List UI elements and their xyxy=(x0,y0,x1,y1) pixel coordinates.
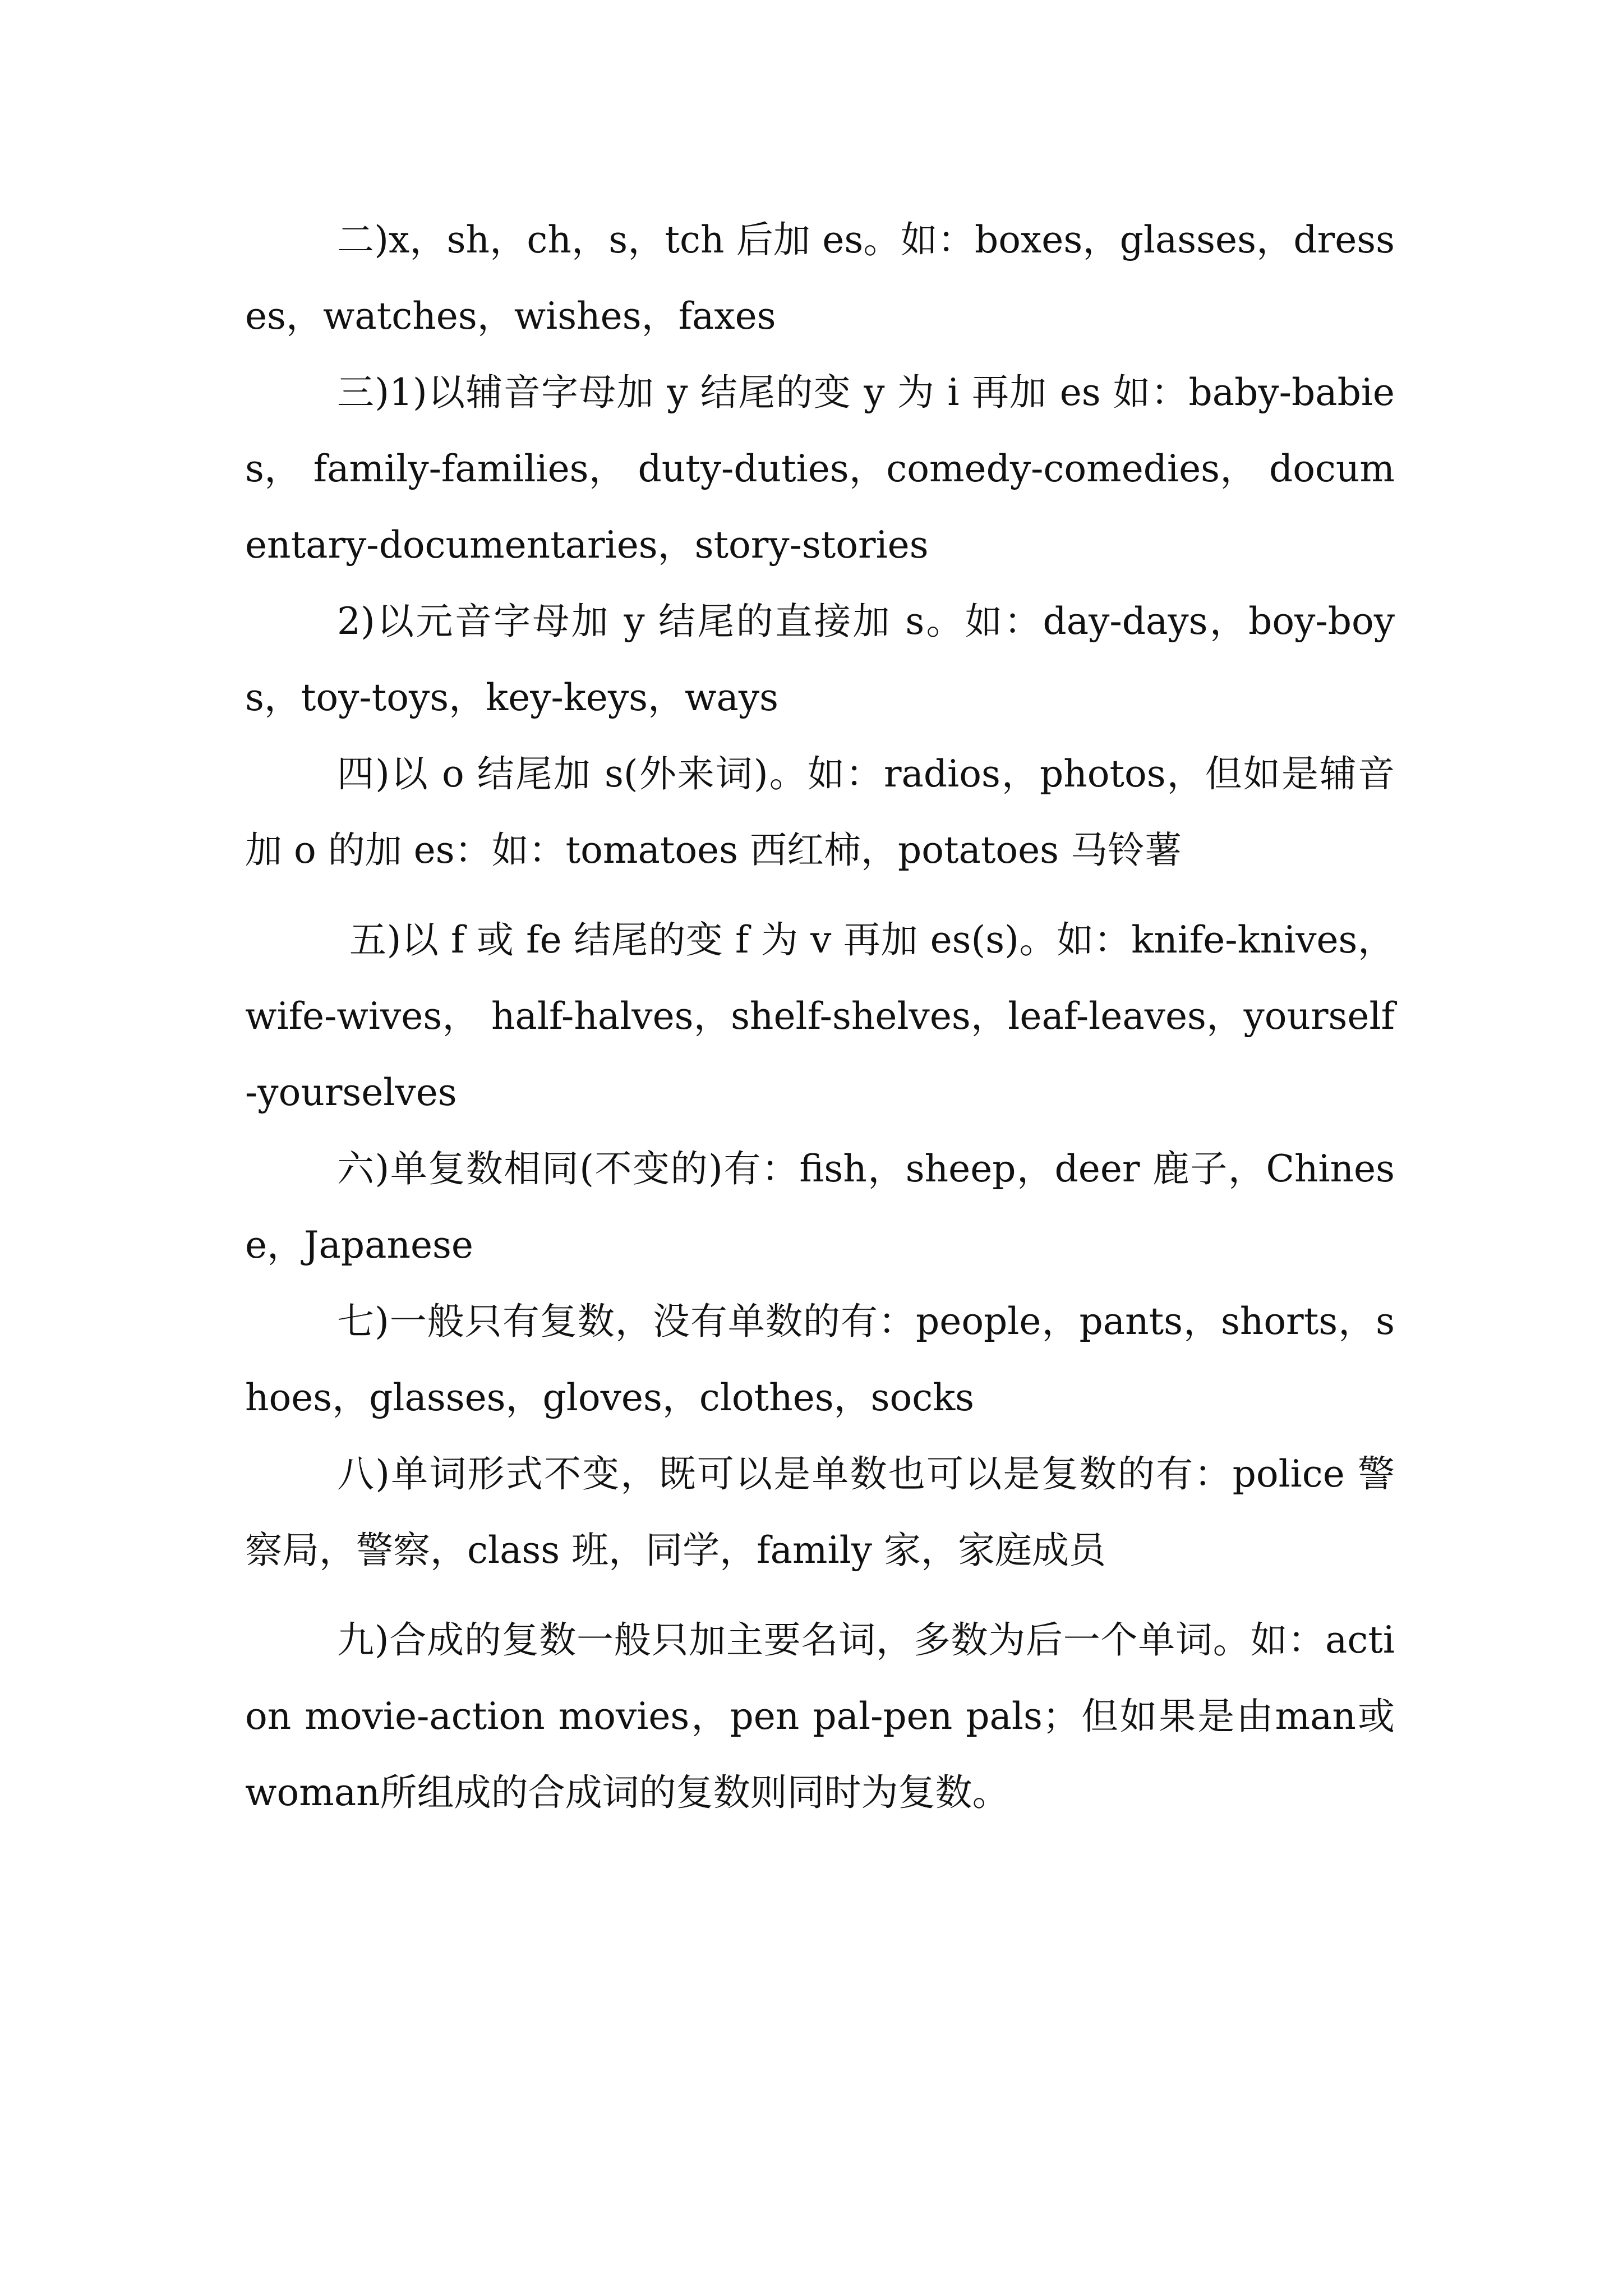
paragraph-rule-5: 五)以 f 或 fe 结尾的变 f 为 v 再加 es(s)。如：knife-knives， wife-wives， half-halves，shelf-shelves，leaf-leaves，yourself-yourselves xyxy=(245,918,1395,1114)
paragraph-rule-7: 七)一般只有复数，没有单数的有：people，pants，shorts，shoes，glasses，gloves，clothes，socks xyxy=(245,1300,1395,1419)
paragraph-rule-3-2: 2)以元音字母加 y 结尾的直接加 s。如：day-days，boy-boys，toy-toys，key-keys，ways xyxy=(245,600,1395,719)
paragraph-rule-9: 九)合成的复数一般只加主要名词，多数为后一个单词。如：action movie-action movies，pen pal-pen pals；但如果是由man或woman所组成的合成词的复数则同时为复数。 xyxy=(245,1618,1395,1814)
document-body xyxy=(245,202,1395,1831)
paragraph-rule-2: 二)x，sh，ch，s，tch 后加 es。如：boxes，glasses，dresses，watches，wishes，faxes xyxy=(245,218,1395,338)
paragraph-rule-8: 八)单词形式不变，既可以是单数也可以是复数的有：police 警察局，警察，class 班，同学，family 家，家庭成员 xyxy=(245,1452,1395,1572)
paragraph-rule-6: 六)单复数相同(不变的)有：fish，sheep，deer 鹿子，Chinese，Japanese xyxy=(245,1147,1395,1267)
paragraph-rule-3-1: 三)1)以辅音字母加 y 结尾的变 y 为 i 再加 es 如：baby-babies， family-families， duty-duties，comedy-comedies， documentary-documentaries，story-stories xyxy=(245,371,1395,567)
paragraph-rule-4: 四)以 o 结尾加 s(外来词)。如：radios，photos，但如是辅音加 o 的加 es：如：tomatoes 西红柿，potatoes 马铃薯 xyxy=(245,752,1395,872)
